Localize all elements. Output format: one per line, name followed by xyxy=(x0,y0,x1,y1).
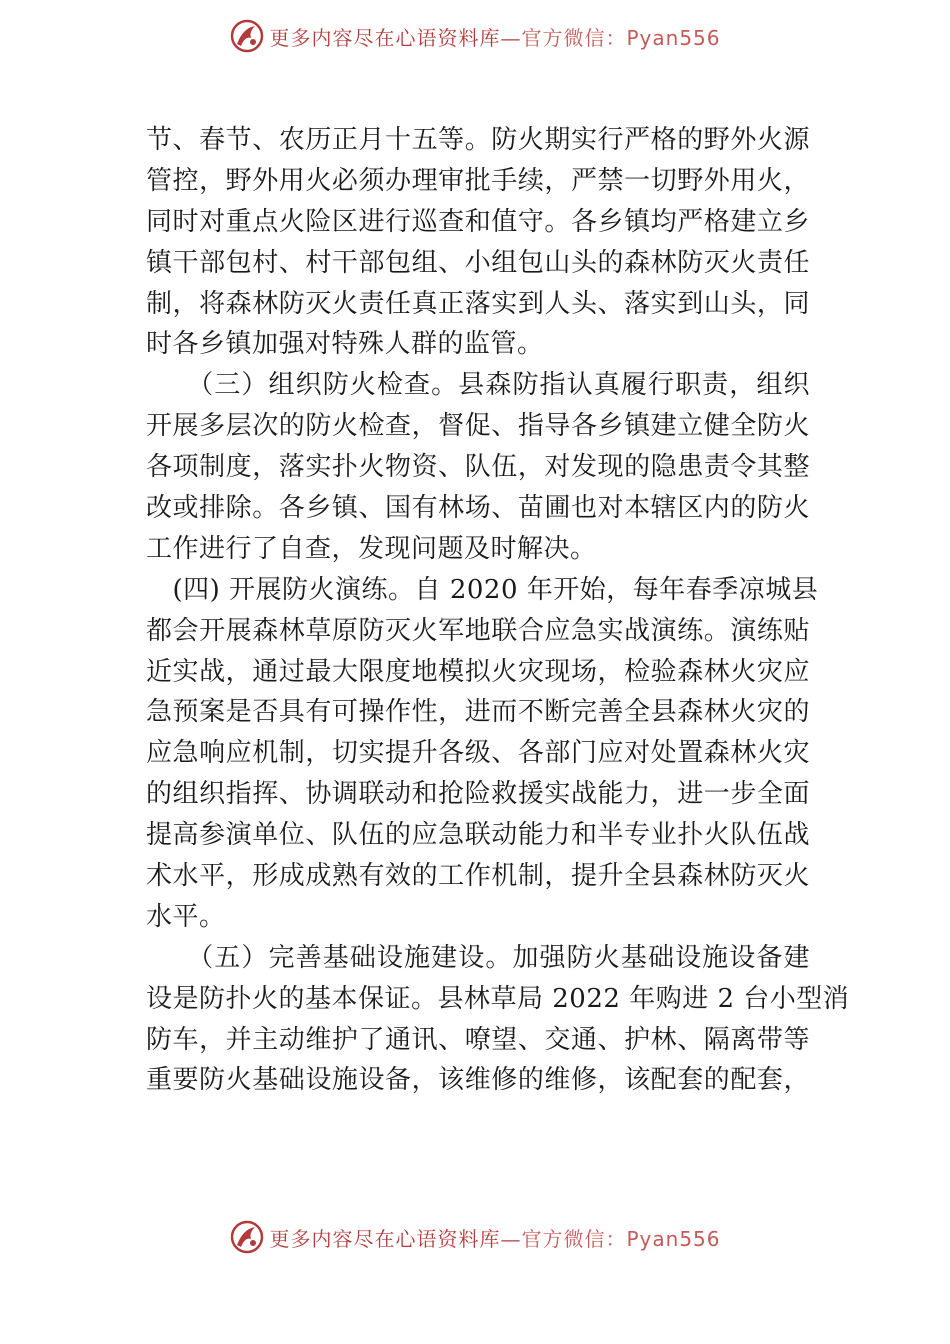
body-line: 时各乡镇加强对特殊人群的监管。 xyxy=(146,329,544,360)
header-banner-wechat: 官方微信： xyxy=(521,25,627,50)
logo-icon xyxy=(229,1219,265,1255)
body-line: 应急响应机制，切实提升各级、各部门应对处置森林火灾 xyxy=(146,738,810,769)
body-line: 都会开展森林草原防灭火军地联合应急实战演练。演练贴 xyxy=(146,615,810,646)
body-line: 改或排除。各乡镇、国有林场、苗圃也对本辖区内的防火 xyxy=(146,493,810,524)
footer-banner xyxy=(0,1217,950,1257)
header-banner-text xyxy=(269,22,720,51)
body-line: 重要防火基础设施设备，该维修的维修，该配套的配套， xyxy=(146,1065,810,1096)
document-body xyxy=(146,120,850,1101)
body-line: 术水平，形成成熟有效的工作机制，提升全县森林防灭火 xyxy=(146,861,810,892)
body-line: 开展多层次的防火检查，督促、指导各乡镇建立健全防火 xyxy=(146,411,810,442)
footer-banner-wechat: 官方微信： xyxy=(521,1226,627,1251)
body-line: 水平。 xyxy=(146,901,226,932)
header-banner xyxy=(0,16,950,56)
body-line: （五）完善基础设施建设。加强防火基础设施设备建 xyxy=(146,942,810,973)
logo-icon xyxy=(229,18,265,54)
body-line: 各项制度，落实扑火物资、队伍，对发现的隐患责令其整 xyxy=(146,452,810,483)
body-line: 制，将森林防灭火责任真正落实到人头、落实到山头，同 xyxy=(146,288,810,319)
body-line: 提高参演单位、队伍的应急联动能力和半专业扑火队伍战 xyxy=(146,820,810,851)
body-line: 管控，野外用火必须办理审批手续，严禁一切野外用火， xyxy=(146,165,810,196)
header-banner-id: Pyan556 xyxy=(626,25,721,50)
body-line: 近实战，通过最大限度地模拟火灾现场，检验森林火灾应 xyxy=(146,656,810,687)
body-line: 急预案是否具有可操作性，进而不断完善全县森林火灾的 xyxy=(146,697,810,728)
body-line: (四) 开展防火演练。自 2020 年开始，每年春季凉城县 xyxy=(146,574,819,605)
footer-banner-main: 更多内容尽在心语资料库 xyxy=(269,1226,501,1251)
body-line: 同时对重点火险区进行巡查和值守。各乡镇均严格建立乡 xyxy=(146,206,810,237)
body-line: 防车，并主动维护了通讯、嘹望、交通、护林、隔离带等 xyxy=(146,1024,810,1055)
header-banner-dash: — xyxy=(500,25,522,50)
body-line: 节、春节、农历正月十五等。防火期实行严格的野外火源 xyxy=(146,125,810,155)
header-banner-main: 更多内容尽在心语资料库 xyxy=(269,25,501,50)
footer-banner-dash: — xyxy=(500,1226,522,1251)
footer-banner-id: Pyan556 xyxy=(626,1226,721,1251)
body-line: 镇干部包村、村干部包组、小组包山头的森林防灭火责任 xyxy=(146,247,810,278)
body-line: （三）组织防火检查。县森防指认真履行职责，组织 xyxy=(146,370,810,401)
body-line: 工作进行了自查，发现问题及时解决。 xyxy=(146,533,597,564)
footer-banner-text xyxy=(269,1223,720,1252)
body-line: 的组织指挥、协调联动和抢险救援实战能力，进一步全面 xyxy=(146,779,810,810)
body-line: 设是防扑火的基本保证。县林草局 2022 年购进 2 台小型消 xyxy=(146,983,850,1014)
